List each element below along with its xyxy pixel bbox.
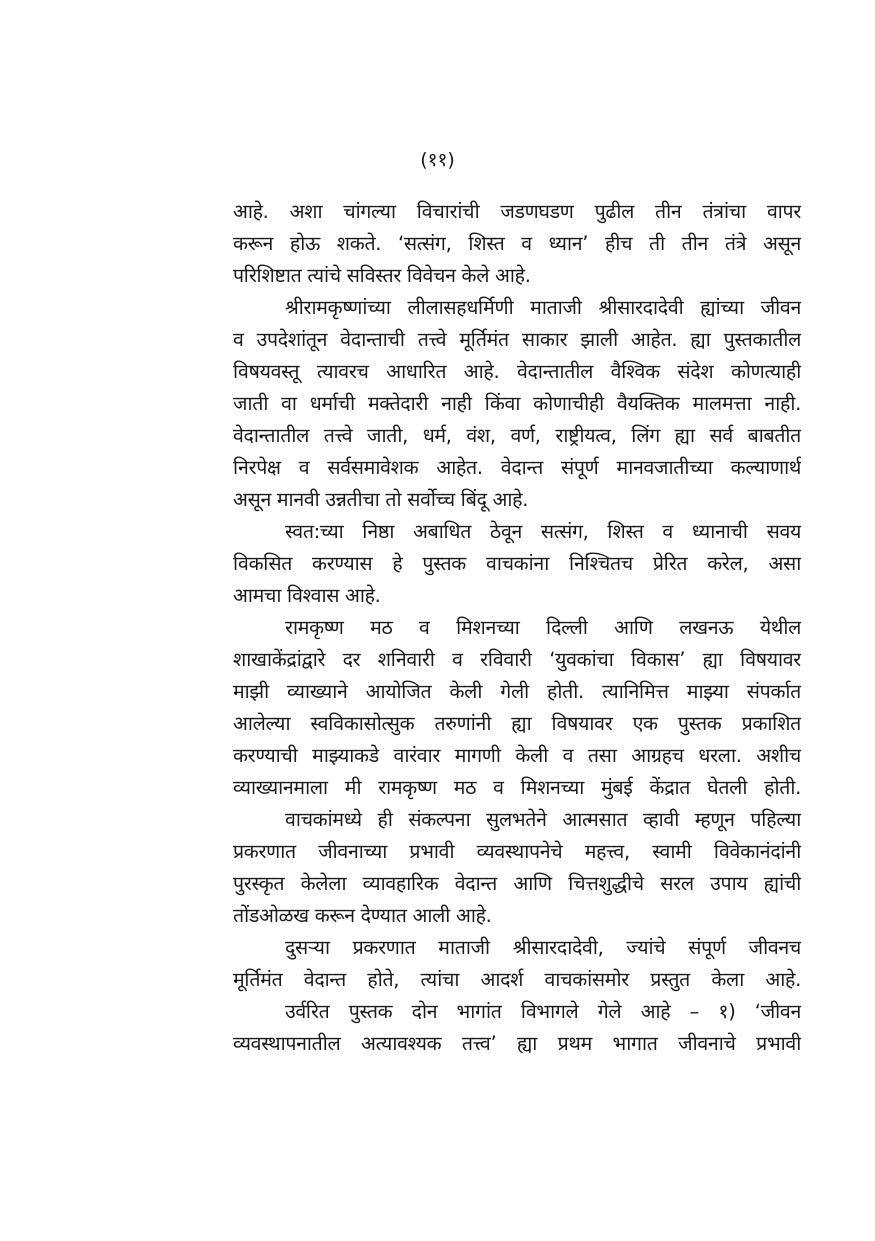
- text-line: स्वत:च्या निष्ठा अबाधित ठेवून सत्संग, शिस्त व ध्यानाची सवय: [285, 520, 801, 543]
- text-line: जाती वा धर्माची मक्तेदारी नाही किंवा कोणाचीही वैयक्तिक मालमत्ता नाही.: [233, 392, 801, 415]
- text-line: आलेल्या स्वविकासोत्सुक तरुणांनी ह्या विषयावर एक पुस्तक प्रकाशित: [233, 712, 801, 735]
- text-line: आमचा विश्वास आहे.: [233, 584, 381, 607]
- text-line: श्रीरामकृष्णांच्या लीलासहधर्मिणी माताजी श्रीसारदादेवी ह्यांच्या जीवन: [285, 296, 801, 319]
- text-line: विषयवस्तू त्यावरच आधारित आहे. वेदान्तातील वैश्विक संदेश कोणत्याही: [233, 360, 801, 383]
- body-text: [233, 196, 801, 1060]
- text-line: तोंडओळख करून देण्यात आली आहे.: [233, 904, 492, 927]
- text-line: वाचकांमध्ये ही संकल्पना सुलभतेने आत्मसात व्हावी म्हणून पहिल्या: [285, 808, 801, 831]
- text-line: पुरस्कृत केलेला व्यावहारिक वेदान्त आणि चित्तशुद्धीचे सरल उपाय ह्यांची: [233, 872, 801, 895]
- text-line: वेदान्तातील तत्त्वे जाती, धर्म, वंश, वर्ण, राष्ट्रीयत्व, लिंग ह्या सर्व बाबतीत: [233, 424, 801, 447]
- text-line: व उपदेशांतून वेदान्ताची तत्त्वे मूर्तिमंत साकार झाली आहेत. ह्या पुस्तकातील: [233, 328, 801, 351]
- text-line: उर्वरित पुस्तक दोन भागांत विभागले गेले आहे – १) ‘जीवन: [285, 1000, 801, 1023]
- text-line: प्रकरणात जीवनाच्या प्रभावी व्यवस्थापनेचे महत्त्व, स्वामी विवेकानंदांनी: [233, 840, 801, 863]
- text-line: असून मानवी उन्नतीचा तो सर्वोच्च बिंदू आहे.: [233, 488, 529, 511]
- text-line: परिशिष्टात त्यांचे सविस्तर विवेचन केले आहे.: [233, 264, 531, 287]
- text-line: व्यवस्थापनातील अत्यावश्यक तत्त्व’ ह्या प्रथम भागात जीवनाचे प्रभावी: [233, 1032, 801, 1055]
- text-line: आहे. अशा चांगल्या विचारांची जडणघडण पुढील तीन तंत्रांचा वापर: [233, 200, 801, 223]
- text-line: रामकृष्ण मठ व मिशनच्या दिल्ली आणि लखनऊ येथील: [285, 616, 801, 639]
- page-number: (११): [420, 149, 455, 171]
- text-line: करण्याची माझ्याकडे वारंवार मागणी केली व तसा आग्रहच धरला. अशीच: [233, 744, 801, 767]
- text-line: मूर्तिमंत वेदान्त होते, त्यांचा आदर्श वाचकांसमोर प्रस्तुत केला आहे.: [233, 968, 801, 991]
- text-line: करून होऊ शकते. ‘सत्संग, शिस्त व ध्यान’ हीच ती तीन तंत्रे असून: [233, 232, 801, 255]
- text-line: दुसऱ्या प्रकरणात माताजी श्रीसारदादेवी, ज्यांचे संपूर्ण जीवनच: [285, 936, 801, 959]
- text-line: विकसित करण्यास हे पुस्तक वाचकांना निश्चितच प्रेरित करेल, असा: [233, 552, 801, 575]
- text-line: शाखाकेंद्रांद्वारे दर शनिवारी व रविवारी ‘युवकांचा विकास’ ह्या विषयावर: [233, 648, 801, 671]
- text-line: निरपेक्ष व सर्वसमावेशक आहेत. वेदान्त संपूर्ण मानवजातीच्या कल्याणार्थ: [233, 456, 801, 479]
- text-line: व्याख्यानमाला मी रामकृष्ण मठ व मिशनच्या मुंबई केंद्रात घेतली होती.: [233, 776, 801, 799]
- text-line: माझी व्याख्याने आयोजित केली गेली होती. त्यानिमित्त माझ्या संपर्कात: [233, 680, 801, 703]
